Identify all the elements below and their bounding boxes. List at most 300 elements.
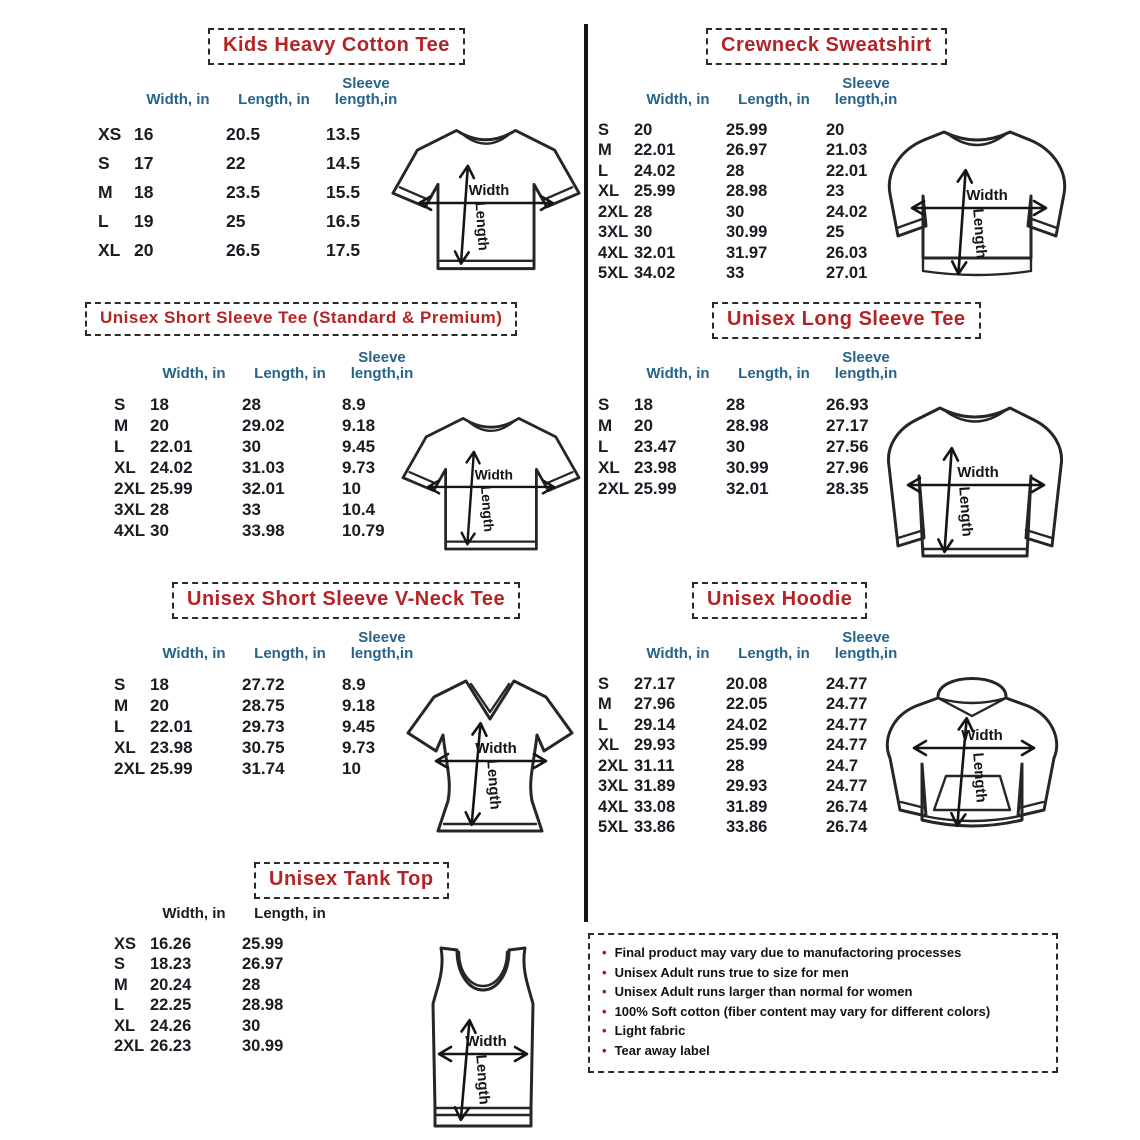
size-cell: M	[114, 975, 128, 994]
size-cell: L	[114, 996, 125, 1015]
table-row	[96, 207, 408, 236]
size-table-hoodie	[596, 630, 908, 838]
value-cell: 24.02	[726, 715, 768, 734]
value-cell: 30	[242, 1016, 261, 1035]
table-header-row	[112, 350, 424, 394]
table-body	[596, 120, 908, 284]
table-row	[112, 457, 424, 478]
value-cell: 24.77	[826, 777, 868, 796]
value-cell: 30	[726, 202, 745, 221]
size-cell: XL	[598, 182, 620, 201]
width-label: Width	[966, 187, 1008, 204]
section-title-box	[712, 302, 981, 339]
table-row	[596, 695, 908, 716]
value-cell: 8.9	[342, 394, 366, 414]
column-header: Length, in	[254, 365, 326, 382]
value-cell: 24.02	[634, 161, 676, 180]
width-label: Width	[961, 727, 1003, 744]
value-cell: 33.98	[242, 520, 285, 540]
section-unisex-hoodie	[592, 582, 1092, 858]
column-header: Length, in	[238, 91, 310, 108]
size-cell: M	[98, 182, 113, 202]
value-cell: 25	[226, 211, 246, 231]
value-cell: 24.77	[826, 674, 868, 693]
size-cell: XL	[98, 240, 121, 260]
size-cell: XL	[114, 737, 136, 757]
value-cell: 28.98	[242, 996, 284, 1015]
section-title: Crewneck Sweatshirt	[721, 34, 932, 56]
column-header: Sleeve length,in	[350, 629, 414, 662]
corner-cell	[96, 76, 132, 120]
width-label: Width	[957, 464, 999, 481]
value-cell: 22.01	[826, 161, 868, 180]
table-row	[596, 756, 908, 777]
value-cell: 9.73	[342, 457, 376, 477]
section-title: Kids Heavy Cotton Tee	[223, 34, 450, 56]
value-cell: 29.14	[634, 715, 676, 734]
width-label: Width	[474, 466, 513, 483]
size-cell: S	[114, 955, 126, 974]
tank-top-illustration	[415, 942, 551, 1132]
table-row	[596, 818, 908, 839]
size-cell: XL	[598, 736, 620, 755]
size-cell: 4XL	[114, 520, 146, 540]
size-cell: L	[114, 716, 125, 736]
table-row	[112, 520, 424, 541]
width-label: Width	[465, 1033, 507, 1050]
width-label: Width	[468, 183, 510, 200]
value-cell: 29.73	[242, 716, 285, 736]
size-cell: L	[598, 715, 609, 734]
size-cell: 3XL	[598, 223, 629, 242]
column-header: Width, in	[646, 365, 710, 382]
value-cell: 23.5	[226, 182, 261, 202]
section-title-box	[172, 582, 520, 619]
size-cell: 3XL	[598, 777, 629, 796]
value-cell: 26.5	[226, 240, 261, 260]
value-cell: 22.01	[634, 141, 676, 160]
size-cell: 2XL	[114, 1037, 145, 1056]
size-cell: XL	[114, 1016, 136, 1035]
value-cell: 10	[342, 478, 361, 498]
table-header-row	[112, 906, 340, 934]
value-cell: 24.77	[826, 695, 868, 714]
table-row	[96, 120, 408, 149]
value-cell: 23	[826, 182, 845, 201]
size-cell: 5XL	[598, 264, 629, 283]
value-cell: 16.26	[150, 934, 192, 953]
value-cell: 10	[342, 758, 361, 778]
value-cell: 21.03	[826, 141, 868, 160]
value-cell: 26.74	[826, 818, 868, 837]
value-cell: 9.18	[342, 415, 376, 435]
section-title-box	[254, 862, 449, 899]
column-header: Length, in	[738, 645, 810, 662]
value-cell: 27.96	[826, 457, 869, 477]
size-cell: S	[98, 153, 110, 173]
section-kids-heavy-cotton-tee	[90, 28, 588, 300]
size-cell: M	[114, 695, 129, 715]
value-cell: 18	[150, 674, 169, 694]
value-cell: 20.5	[226, 124, 261, 144]
table-row	[112, 975, 340, 996]
table-body	[112, 394, 424, 541]
value-cell: 32.01	[242, 478, 285, 498]
section-title: Unisex Short Sleeve Tee (Standard & Premium)	[100, 308, 503, 327]
value-cell: 30	[242, 436, 261, 456]
value-cell: 29.93	[726, 777, 768, 796]
table-body	[112, 674, 424, 779]
v-neck-illustration	[396, 663, 584, 849]
value-cell: 32.01	[634, 243, 676, 262]
section-unisex-short-sleeve-tee	[85, 302, 587, 578]
size-cell: 5XL	[598, 818, 629, 837]
value-cell: 18	[150, 394, 169, 414]
long-sleeve-illustration	[856, 390, 1094, 576]
value-cell: 25.99	[242, 934, 284, 953]
value-cell: 23.47	[634, 436, 677, 456]
column-header: Width, in	[162, 365, 226, 382]
section-title-box	[208, 28, 465, 65]
value-cell: 20	[134, 240, 154, 260]
value-cell: 24.77	[826, 736, 868, 755]
length-label: Length	[483, 759, 504, 811]
value-cell: 26.03	[826, 243, 868, 262]
product-notes-box	[588, 933, 1058, 1073]
table-row	[596, 715, 908, 736]
value-cell: 34.02	[634, 264, 676, 283]
size-cell: M	[598, 141, 612, 160]
value-cell: 28	[242, 975, 261, 994]
column-header: Sleeve length,in	[334, 75, 398, 108]
column-header: Sleeve length,in	[834, 349, 898, 382]
value-cell: 24.7	[826, 756, 859, 775]
value-cell: 22.25	[150, 996, 192, 1015]
size-cell: 2XL	[598, 478, 630, 498]
value-cell: 31.89	[634, 777, 676, 796]
value-cell: 25.99	[634, 478, 677, 498]
size-cell: 3XL	[114, 499, 146, 519]
table-row	[596, 777, 908, 798]
value-cell: 20	[634, 415, 653, 435]
value-cell: 26.97	[726, 141, 768, 160]
table-header-row	[596, 630, 908, 674]
value-cell: 27.17	[826, 415, 869, 435]
value-cell: 24.02	[150, 457, 193, 477]
length-label: Length	[471, 201, 491, 252]
size-cell: L	[114, 436, 125, 456]
value-cell: 25.99	[634, 182, 676, 201]
value-cell: 27.72	[242, 674, 285, 694]
value-cell: 24.77	[826, 715, 868, 734]
size-cell: S	[114, 394, 126, 414]
table-row	[596, 736, 908, 757]
table-row	[112, 955, 340, 976]
value-cell: 30	[150, 520, 169, 540]
value-cell: 33.86	[726, 818, 768, 837]
length-label: Length	[478, 485, 498, 533]
value-cell: 30.99	[242, 1037, 284, 1056]
value-cell: 29.93	[634, 736, 676, 755]
value-cell: 28	[726, 394, 745, 414]
size-cell: 4XL	[598, 797, 629, 816]
size-cell: S	[598, 674, 610, 693]
standard-tee-illustration	[398, 398, 584, 574]
length-label: Length	[472, 1054, 493, 1106]
value-cell: 22	[226, 153, 246, 173]
section-title: Unisex Tank Top	[269, 868, 434, 890]
value-cell: 33	[242, 499, 261, 519]
section-title-box	[692, 582, 867, 619]
size-table-kids-tee	[96, 76, 408, 265]
value-cell: 8.9	[342, 674, 366, 694]
value-cell: 33	[726, 264, 745, 283]
value-cell: 30.99	[726, 457, 769, 477]
note-item: • Final product may vary due to manufactoring processes	[602, 943, 1046, 963]
value-cell: 31.89	[726, 797, 768, 816]
section-unisex-tank-top	[90, 862, 588, 1138]
column-header: Length, in	[254, 905, 326, 922]
value-cell: 28.98	[726, 182, 768, 201]
table-row	[596, 264, 908, 285]
value-cell: 26.23	[150, 1037, 192, 1056]
corner-cell	[112, 350, 148, 394]
value-cell: 26.93	[826, 394, 869, 414]
table-header-row	[596, 76, 908, 120]
value-cell: 22.05	[726, 695, 768, 714]
value-cell: 28.75	[242, 695, 285, 715]
table-header-row	[596, 350, 908, 394]
column-header: Length, in	[738, 365, 810, 382]
value-cell: 15.5	[326, 182, 361, 202]
width-label: Width	[475, 740, 517, 757]
value-cell: 28.35	[826, 478, 869, 498]
notes-list	[590, 935, 1056, 1066]
value-cell: 31.11	[634, 756, 675, 775]
column-header: Width, in	[646, 91, 710, 108]
section-crewneck-sweatshirt	[592, 28, 1092, 300]
size-cell: L	[598, 161, 609, 180]
corner-cell	[112, 906, 148, 934]
value-cell: 22.01	[150, 716, 193, 736]
size-cell: M	[598, 415, 613, 435]
size-cell: XS	[114, 934, 137, 953]
value-cell: 30.99	[726, 223, 768, 242]
table-row	[96, 149, 408, 178]
value-cell: 30	[726, 436, 745, 456]
value-cell: 17.5	[326, 240, 361, 260]
value-cell: 25.99	[150, 758, 193, 778]
size-table-tank-top	[112, 906, 340, 1057]
size-cell: S	[114, 674, 126, 694]
column-header: Sleeve length,in	[834, 629, 898, 662]
value-cell: 28.98	[726, 415, 769, 435]
value-cell: 18	[634, 394, 653, 414]
value-cell: 16	[134, 124, 154, 144]
value-cell: 18.23	[150, 955, 192, 974]
value-cell: 31.97	[726, 243, 768, 262]
value-cell: 26.74	[826, 797, 868, 816]
section-title-box	[706, 28, 947, 65]
table-row	[596, 202, 908, 223]
value-cell: 33.86	[634, 818, 676, 837]
note-item: • 100% Soft cotton (fiber content may vary for different colors)	[602, 1002, 1046, 1022]
value-cell: 26.97	[242, 955, 284, 974]
note-item: • Unisex Adult runs true to size for men	[602, 963, 1046, 983]
value-cell: 25.99	[150, 478, 193, 498]
value-cell: 28	[150, 499, 169, 519]
section-title: Unisex Hoodie	[707, 588, 853, 610]
value-cell: 22.01	[150, 436, 193, 456]
value-cell: 9.45	[342, 716, 376, 736]
table-row	[96, 236, 408, 265]
value-cell: 29.02	[242, 415, 285, 435]
table-row	[112, 436, 424, 457]
value-cell: 19	[134, 211, 154, 231]
section-title-box	[85, 302, 517, 336]
length-label: Length	[969, 208, 990, 260]
size-cell: XL	[598, 457, 620, 477]
size-cell: S	[598, 394, 610, 414]
table-row	[596, 223, 908, 244]
value-cell: 13.5	[326, 124, 361, 144]
value-cell: 27.56	[826, 436, 869, 456]
note-item: • Light fabric	[602, 1021, 1046, 1041]
table-row	[112, 934, 340, 955]
table-row	[596, 182, 908, 203]
size-cell: 2XL	[114, 758, 146, 778]
corner-cell	[596, 76, 632, 120]
value-cell: 27.17	[634, 674, 676, 693]
section-unisex-v-neck-tee	[90, 582, 588, 854]
value-cell: 32.01	[726, 478, 769, 498]
table-row	[112, 499, 424, 520]
column-header: Width, in	[646, 645, 710, 662]
length-label: Length	[969, 752, 990, 804]
table-header-row	[112, 630, 424, 674]
hoodie-illustration	[876, 658, 1068, 856]
table-row	[596, 161, 908, 182]
value-cell: 33.08	[634, 797, 676, 816]
table-row	[112, 737, 424, 758]
size-cell: M	[114, 415, 129, 435]
value-cell: 9.73	[342, 737, 376, 757]
section-title: Unisex Short Sleeve V-Neck Tee	[187, 588, 506, 610]
table-header-row	[96, 76, 408, 120]
size-table-crewneck	[596, 76, 908, 284]
note-item: • Tear away label	[602, 1041, 1046, 1061]
value-cell: 10.79	[342, 520, 385, 540]
value-cell: 28	[726, 161, 745, 180]
value-cell: 9.18	[342, 695, 376, 715]
kids-tee-illustration	[388, 108, 584, 296]
table-row	[596, 120, 908, 141]
table-row	[112, 716, 424, 737]
size-cell: 4XL	[598, 243, 629, 262]
value-cell: 30.75	[242, 737, 285, 757]
table-row	[112, 695, 424, 716]
value-cell: 31.03	[242, 457, 285, 477]
value-cell: 17	[134, 153, 154, 173]
size-cell: 2XL	[598, 756, 629, 775]
value-cell: 14.5	[326, 153, 361, 173]
column-header: Length, in	[738, 91, 810, 108]
corner-cell	[596, 350, 632, 394]
value-cell: 24.26	[150, 1016, 192, 1035]
section-title: Unisex Long Sleeve Tee	[727, 308, 966, 330]
value-cell: 28	[242, 394, 261, 414]
value-cell: 20	[150, 695, 169, 715]
size-table-v-neck	[112, 630, 424, 779]
length-label: Length	[955, 486, 976, 538]
value-cell: 25	[826, 223, 845, 242]
table-row	[596, 141, 908, 162]
value-cell: 20	[150, 415, 169, 435]
value-cell: 20.08	[726, 674, 768, 693]
note-item: • Unisex Adult runs larger than normal for women	[602, 982, 1046, 1002]
column-header: Length, in	[254, 645, 326, 662]
value-cell: 28	[634, 202, 653, 221]
table-row	[112, 1037, 340, 1058]
table-row	[112, 674, 424, 695]
size-cell: S	[598, 120, 610, 139]
table-row	[112, 758, 424, 779]
table-body	[112, 934, 340, 1057]
value-cell: 23.98	[150, 737, 193, 757]
size-cell: 2XL	[598, 202, 629, 221]
section-unisex-long-sleeve-tee	[592, 302, 1094, 578]
table-body	[596, 674, 908, 838]
value-cell: 10.4	[342, 499, 376, 519]
table-row	[596, 797, 908, 818]
size-cell: 2XL	[114, 478, 146, 498]
value-cell: 27.01	[826, 264, 868, 283]
value-cell: 18	[134, 182, 154, 202]
column-header: Width, in	[162, 905, 226, 922]
table-row	[112, 415, 424, 436]
column-header: Width, in	[162, 645, 226, 662]
value-cell: 31.74	[242, 758, 285, 778]
column-header: Sleeve length,in	[350, 349, 414, 382]
value-cell: 24.02	[826, 202, 868, 221]
size-cell: XL	[114, 457, 136, 477]
value-cell: 20	[826, 120, 845, 139]
table-body	[96, 120, 408, 265]
size-cell: M	[598, 695, 612, 714]
crewneck-illustration	[866, 108, 1088, 304]
table-row	[112, 996, 340, 1017]
size-cell: XS	[98, 124, 122, 144]
hem-band	[923, 258, 1031, 275]
column-header: Width, in	[146, 91, 210, 108]
value-cell: 20.24	[150, 975, 192, 994]
size-cell: L	[598, 436, 609, 456]
table-row	[96, 178, 408, 207]
value-cell: 27.96	[634, 695, 676, 714]
value-cell: 20	[634, 120, 653, 139]
table-row	[596, 674, 908, 695]
value-cell: 16.5	[326, 211, 361, 231]
value-cell: 30	[634, 223, 653, 242]
value-cell: 28	[726, 756, 745, 775]
size-table-standard-tee	[112, 350, 424, 541]
size-cell: L	[98, 211, 109, 231]
table-row	[112, 394, 424, 415]
corner-cell	[596, 630, 632, 674]
value-cell: 23.98	[634, 457, 677, 477]
value-cell: 25.99	[726, 120, 768, 139]
table-row	[112, 1016, 340, 1037]
